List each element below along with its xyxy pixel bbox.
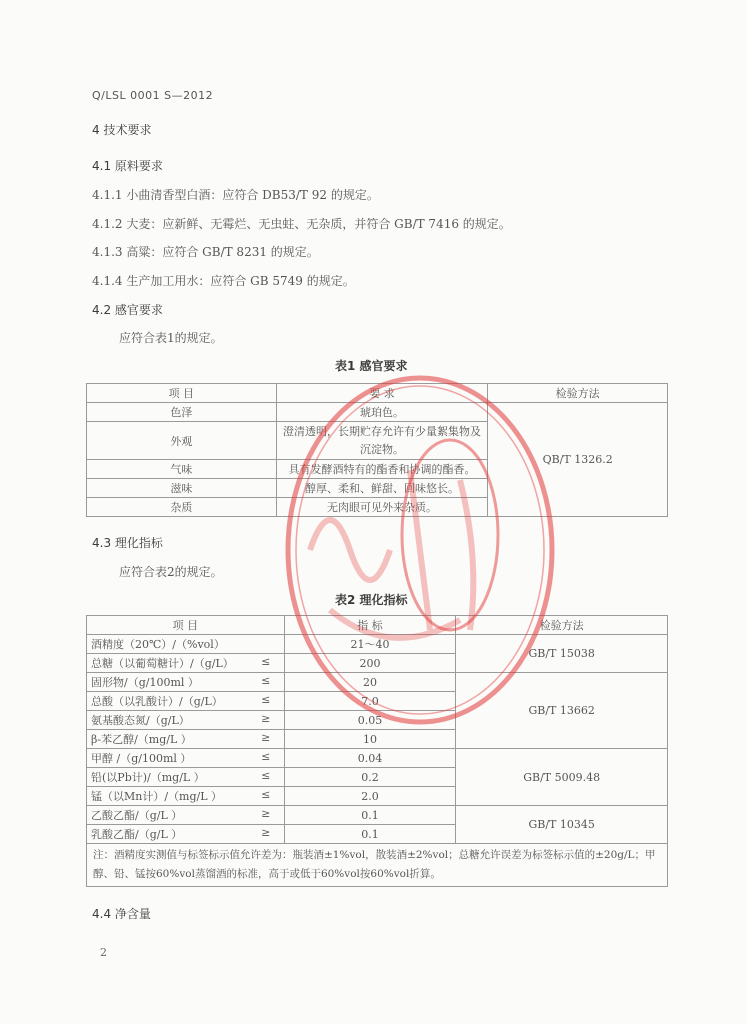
table2-item: 锰（以Mn计）/（mg/L ） ≤ xyxy=(87,787,285,806)
table2-header-item: 项 目 xyxy=(87,616,285,635)
table2-value: 20 xyxy=(284,673,456,692)
table1-item: 杂质 xyxy=(87,498,277,517)
table2-item: 固形物/（g/100ml ） ≤ xyxy=(87,673,285,692)
table2-item: 铅(以Pb计)/（mg/L ） ≤ xyxy=(87,768,285,787)
table2-item: 甲醇 /（g/100ml ） ≤ xyxy=(87,749,285,768)
table1-item: 气味 xyxy=(87,460,277,479)
table2-value: 10 xyxy=(284,730,456,749)
table2-value: 200 xyxy=(284,654,456,673)
table2-value: 2.0 xyxy=(284,787,456,806)
table2-method: GB/T 5009.48 xyxy=(456,749,668,806)
table1-requirement: 澄清透明，长期贮存允许有少量絮集物及沉淀物。 xyxy=(276,422,488,460)
section-4-2-heading: 4.2 感官要求 xyxy=(92,303,163,317)
physicochemical-indicators-table xyxy=(86,615,668,887)
section-4-3-heading: 4.3 理化指标 xyxy=(92,536,163,550)
table2-value: 21～40 xyxy=(284,635,456,654)
table2-note: 注：酒精度实测值与标签标示值允许差为：瓶装酒±1%vol，散装酒±2%vol；总糖允许误差为标签标示值的±20g/L；甲醇、铅、锰按60%vol蒸馏酒的标准，高于或低于60%vol按60%vol折算。 xyxy=(87,844,668,887)
table1-requirement: 琥珀色。 xyxy=(276,403,488,422)
table2-item: 酒精度（20℃）/（%vol） xyxy=(87,635,285,654)
table2-item: 乳酸乙酯/（g/L ） ≥ xyxy=(87,825,285,844)
table1-requirement: 无肉眼可见外来杂质。 xyxy=(276,498,488,517)
table2-header-value: 指 标 xyxy=(284,616,456,635)
table1-method: QB/T 1326.2 xyxy=(488,403,668,517)
table2-value: 0.1 xyxy=(284,825,456,844)
table2-value: 0.04 xyxy=(284,749,456,768)
table2-method: GB/T 15038 xyxy=(456,635,668,673)
table1-item: 滋味 xyxy=(87,479,277,498)
table1-item: 色泽 xyxy=(87,403,277,422)
table2-item: 乙酸乙酯/（g/L ） ≥ xyxy=(87,806,285,825)
section-4-1-heading: 4.1 原料要求 xyxy=(92,159,163,173)
table1-header-requirement: 要 求 xyxy=(276,384,488,403)
table2-item: β-苯乙醇/（mg/L ） ≥ xyxy=(87,730,285,749)
table2-method: GB/T 13662 xyxy=(456,673,668,749)
clause-4-1-3: 4.1.3 高粱：应符合 GB/T 8231 的规定。 xyxy=(92,245,319,259)
section-4-3-text: 应符合表2的规定。 xyxy=(119,565,223,579)
table2-value: 0.05 xyxy=(284,711,456,730)
table2-value: 0.2 xyxy=(284,768,456,787)
table2-item: 总糖（以葡萄糖计）/（g/L） ≤ xyxy=(87,654,285,673)
section-4-heading: 4 技术要求 xyxy=(92,123,152,137)
table1-requirement: 醇厚、柔和、鲜甜、回味悠长。 xyxy=(276,479,488,498)
table1-item: 外观 xyxy=(87,422,277,460)
table2-header-method: 检验方法 xyxy=(456,616,668,635)
table2-item: 氨基酸态氮/（g/L） ≥ xyxy=(87,711,285,730)
table2-value: 0.1 xyxy=(284,806,456,825)
table2-item: 总酸（以乳酸计）/（g/L） ≤ xyxy=(87,692,285,711)
clause-4-1-4: 4.1.4 生产加工用水：应符合 GB 5749 的规定。 xyxy=(92,274,355,288)
clause-4-1-1: 4.1.1 小曲清香型白酒：应符合 DB53/T 92 的规定。 xyxy=(92,188,379,202)
table1-caption: 表1 感官要求 xyxy=(335,359,408,373)
table1-header-method: 检验方法 xyxy=(488,384,668,403)
sensory-requirements-table xyxy=(86,383,668,517)
table2-value: 7.0 xyxy=(284,692,456,711)
page-number: 2 xyxy=(100,946,107,959)
table2-caption: 表2 理化指标 xyxy=(335,593,408,607)
table1-header-item: 项 目 xyxy=(87,384,277,403)
table1-requirement: 具有发酵酒特有的酯香和协调的酯香。 xyxy=(276,460,488,479)
table2-method: GB/T 10345 xyxy=(456,806,668,844)
section-4-2-text: 应符合表1的规定。 xyxy=(119,331,223,345)
section-4-4-heading: 4.4 净含量 xyxy=(92,907,151,921)
clause-4-1-2: 4.1.2 大麦：应新鲜、无霉烂、无虫蛀、无杂质，并符合 GB/T 7416 的规定。 xyxy=(92,217,511,231)
document-code-header: Q/LSL 0001 S—2012 xyxy=(92,89,214,102)
